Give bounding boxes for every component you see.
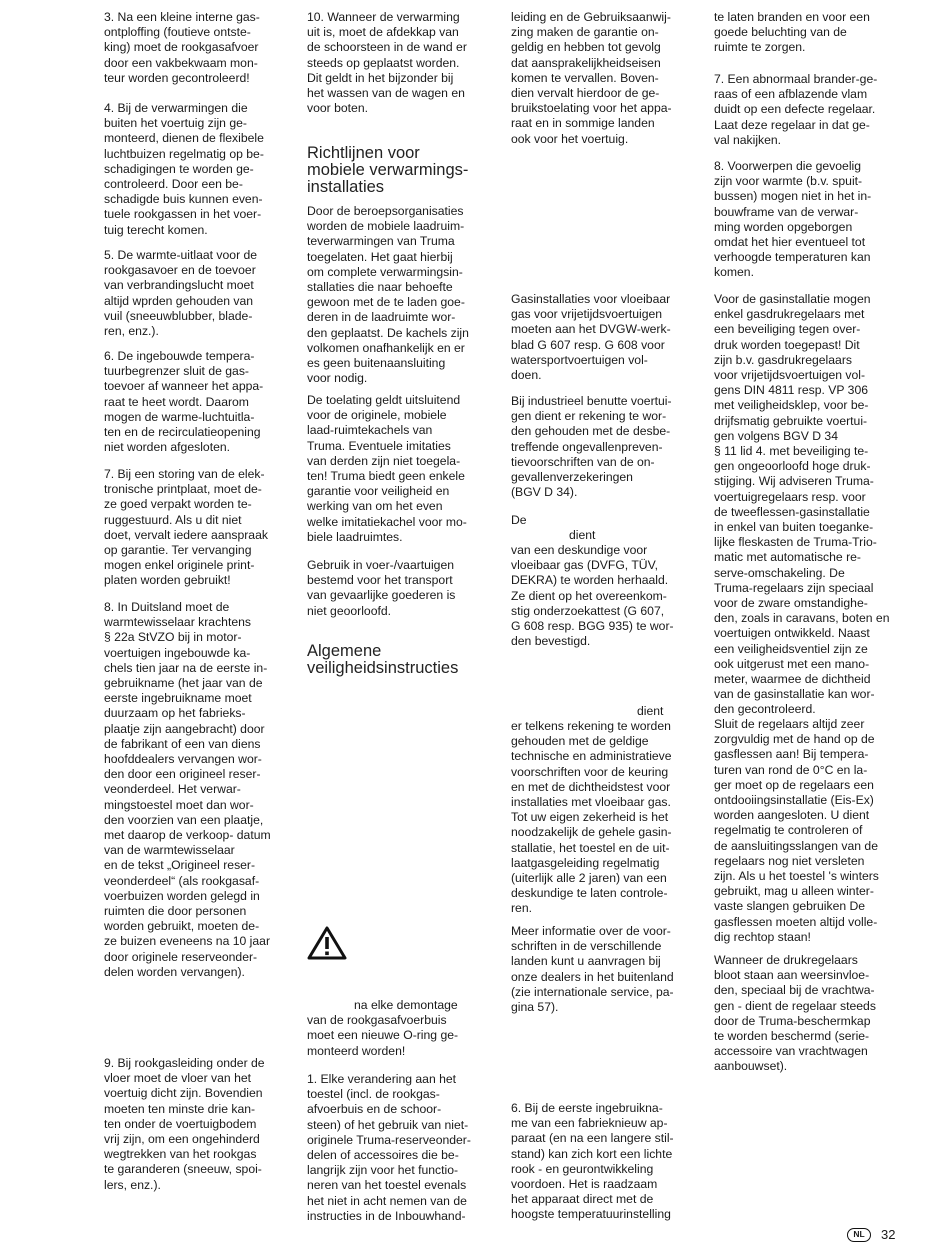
paragraph-o-ring bbox=[307, 998, 493, 1059]
paragraph-item-8b: 8. Voorwerpen die gevoelig zijn voor warmte (b.v. spuit- bussen) mogen niet in het in- bouwframe van de verwar- ming worden opgeborgen omdat het hier eventueel tot verhoogde temperaturen kan komen. bbox=[714, 159, 872, 280]
paragraph-item-10: 10. Wanneer de verwarming uit is, moet de afdekkap van de schoorsteen in de wand er steeds op geplaatst worden. Dit geldt in het bijzonder bij het wassen van de wagen en voor boten. bbox=[307, 10, 467, 116]
page-footer bbox=[847, 1227, 895, 1242]
paragraph-item-7b: 7. Een abnormaal brander-ge- raas of een afblazende vlam duidt op een defecte regelaar. Laat deze regelaar in dat ge- val nakijken. bbox=[714, 72, 878, 147]
o-ring-text: na elke demontage van de rookgasafvoerbuis moet een nieuwe O-ring ge- monteerd worden! bbox=[307, 998, 459, 1058]
paragraph-item-4: 4. Bij de verwarmingen die buiten het voertuig zijn ge- monteerd, dienen de flexibele luchtbuizen regelmatig op be- schadigingen te worden ge- controleerd. Door een be- schadigde buis kunnen even- tuele rookgassen in het voer- tuig terecht komen. bbox=[104, 101, 264, 237]
paragraph-item-5: 5. De warmte-uitlaat voor de rookgasavoer en de toevoer van verbrandingslucht moet altijd wprden gehouden van vuil (sneeuwblubber, blade- ren, enz.). bbox=[104, 248, 258, 339]
paragraph-item-6b: 6. Bij de eerste ingebruikna- me van een fabrieknieuw ap- paraat (en na een langere stil- stand) kan zich kort een lichte rook - en geurontwikkeling voordoen. Het is raadzaam het apparaat direct met de hoogste temperatuurinstelling bbox=[511, 1101, 674, 1222]
paragraph-weersinvloeden: Wanneer de drukregelaars bloot staan aan weersinvloe- den, speciaal bij de vrachtwa- gen - dient de regelaar steeds door de Truma-beschermkap te worden beschermd (serie- accessoire van vrachtwagen aanbouwset). bbox=[714, 953, 876, 1074]
paragraph-dient-label-2: dient bbox=[637, 704, 664, 718]
paragraph-gevaarlijke-goederen: Gebruik in voer-/vaartuigen bestemd voor het transport van gevaarlijke goederen is niet geoorloofd. bbox=[307, 558, 456, 618]
paragraph-gasdrukregelaars: Voor de gasinstallatie mogen enkel gasdrukregelaars met een beveiliging tegen over- druk worden toegepast! Dit zijn b.v. gasdrukregelaars voor vrijetijdsvoertuigen vol- gens DIN 4811 resp. VP 306 met veiligheidsklep, voor be- drijfsmatig gebruikte voertui- gen volgens BGV D 34 § 11 lid 4. met beveiliging te- gen ongeoorloofd hoge druk- stijging. Wij adviseren Truma- voertuigregelaars resp. voor de tweeflessen-gasinstallatie in enkel van buiten toeganke- lijke fleskasten de Truma-Trio- matic met automatische re- serve-omschakeling. De Truma-regelaars zijn speciaal voor de zware omstandighe- den, zoals in caravans, boten en voertuigen ontwikkeld. Naast een veiligheidsventiel zijn ze ook uitgerust met een mano- meter, waarmee de dichtheid van de gasinstallatie kan wor- den gecontroleerd. bbox=[714, 292, 890, 717]
paragraph-meer-informatie: Meer informatie over de voor- schriften in de verschillende landen kunt u aanvragen bij onze dealers in het buitenland (zie internationale service, pa- gina 57). bbox=[511, 924, 674, 1015]
paragraph-richtlijnen-intro: Door de beroepsorganisaties worden de mobiele laadruim- teverwarmingen van Truma toegelaten. Het gaat hierbij om complete verwarmingsin- stallaties die naar behoefte gewoon met de te laden goe- deren in de laadruimte wor- den geplaatst. De kachels zijn volkomen onafhankelijk en er es geen buitenaansluiting voor nodig. bbox=[307, 204, 469, 386]
paragraph-industrieel: Bij industrieel benutte voertui- gen dient er rekening te wor- den gehouden met de desbe- treffende ongevallenpreven- tievoorschriften van de on- gevallenverzekeringen (BGV D 34). bbox=[511, 394, 672, 500]
paragraph-deskundige: van een deskundige voor vloeibaar gas (DVFG, TÜV, DEKRA) te worden herhaald. Ze dient op het overeenkom- stig onderzoekattest (G 607, G 608 resp. BGG 935) te wor- den bevestigd. bbox=[511, 543, 674, 649]
paragraph-keuring: er telkens rekening te worden gehouden met de geldige technische en administratieve voorschriften voor de keuring en met de dichtheidstest voor installaties met vloeibaar gas. Tot uw eigen zekerheid is het noodzakelijk de gehele gasin- stallatie, het toestel en de uit- laatgasgeleiding regelmatig (uiterlijk alle 2 jaren) van een deskundige te laten controle- ren. bbox=[511, 719, 672, 916]
paragraph-item-8: 8. In Duitsland moet de warmtewisselaar krachtens § 22a StVZO bij in motor- voertuigen ingebouwde ka- chels tien jaar na de eerste in- gebruikname (het jaar van de eerste ingebruikname moet duurzaam op het fabrieks- plaatje zijn aangebracht) door de fabrikant of een van diens hoofddealers vervangen wor- den door een origineel reser- veonderdeel. Het verwar- mingstoestel moet dan wor- den voorzien van een plaatje, met daarop de verkoop- datum van de warmtewisselaar en de tekst „Origineel reser- veonderdeel“ (als rookgasaf- voerbuizen worden gelegd in ruimten die door personen worden gebruikt, moeten de- ze buizen eveneens na 10 jaar door originele reserveonder- delen worden vervangen). bbox=[104, 600, 271, 979]
paragraph-item-6: 6. De ingebouwde tempera- tuurbegrenzer sluit de gas- toevoer af wanneer het appa- raat te heet wordt. Daarom mogen de warme-luchtuitla- ten en de recirculatieopening niet worden afgesloten. bbox=[104, 349, 264, 455]
page-number: 32 bbox=[881, 1227, 896, 1242]
paragraph-sluit-regelaars: Sluit de regelaars altijd zeer zorgvuldig met de hand op de gasflessen aan! Bij tempera- turen van rond de 0°C en la- ger moet op de regelaars een ontdooiingsinstallatie (Eis-Ex) worden aangesloten. U dient regelmatig te controleren of de aansluitingsslangen van de regelaars nog niet versleten zijn. Als u het toestel 's winters gebruikt, mag u alleen winter- vaste slangen gebruiken De gasflessen moeten altijd volle- dig rechtop staan! bbox=[714, 717, 879, 944]
paragraph-item-1: 1. Elke verandering aan het toestel (incl. de rookgas- afvoerbuis en de schoor- steen) of het gebruik van niet- originele Truma-reserveonder- delen of accessoires die be- langrijk zijn voor het functio- neren van het toestel evenals het niet in acht nemen van de instructies in de Inbouwhand- bbox=[307, 1072, 471, 1223]
heading-richtlijnen: Richtlijnen voor mobiele verwarmings- installaties bbox=[307, 144, 469, 196]
heading-veiligheidsinstructies: Algemene veiligheidsinstructies bbox=[307, 642, 459, 677]
paragraph-item-3: 3. Na een kleine interne gas- ontploffing (foutieve ontste- king) moet de rookgasafvoer door een vakbekwaam mon- teur worden gecontroleerd! bbox=[104, 10, 260, 85]
paragraph-gasinstallaties: Gasinstallaties voor vloeibaar gas voor vrijetijdsvoertuigen moeten aan het DVGW-werk- blad G 607 resp. G 608 voor watersportvoertuigen vol- doen. bbox=[511, 292, 671, 383]
paragraph-de-label: De bbox=[511, 513, 527, 527]
paragraph-toelating: De toelating geldt uitsluitend voor de originele, mobiele laad-ruimtekachels van Truma. Eventuele imitaties van derden zijn niet toegela- ten! Truma biedt geen enkele garantie voor veiligheid en werking van om het even welke imitatiekachel voor mo- biele laadruimtes. bbox=[307, 393, 467, 544]
paragraph-item-7: 7. Bij een storing van de elek- tronische printplaat, moet de- ze goed verpakt worden te- ruggestuurd. Als u dit niet doet, vervalt iedere aanspraak op garantie. Ter vervanging mogen enkel originele print- platen worden gebruikt! bbox=[104, 467, 268, 588]
warning-icon bbox=[307, 925, 347, 961]
paragraph-beluchting: te laten branden en voor een goede beluchting van de ruimte te zorgen. bbox=[714, 10, 870, 55]
paragraph-dient-label-1: dient bbox=[569, 528, 596, 542]
language-badge: NL bbox=[847, 1228, 871, 1242]
paragraph-garantie-vervolg: leiding en de Gebruiksaanwij- zing maken de garantie on- geldig en hebben tot gevolg dat aansprakelijkheidseisen komen te vervallen. Boven- dien vervalt hierdoor de ge- bruikstoelating voor het appa- raat en in sommige landen ook voor het voertuig. bbox=[511, 10, 672, 146]
paragraph-item-9: 9. Bij rookgasleiding onder de vloer moet de vloer van het voertuig dicht zijn. Bovendien moeten ten minste drie kan- ten onder de voertuigbodem vrij zijn, om een ongehinderd wegtrekken van het rookgas te garanderen (sneeuw, spoi- lers, enz.). bbox=[104, 1056, 265, 1192]
